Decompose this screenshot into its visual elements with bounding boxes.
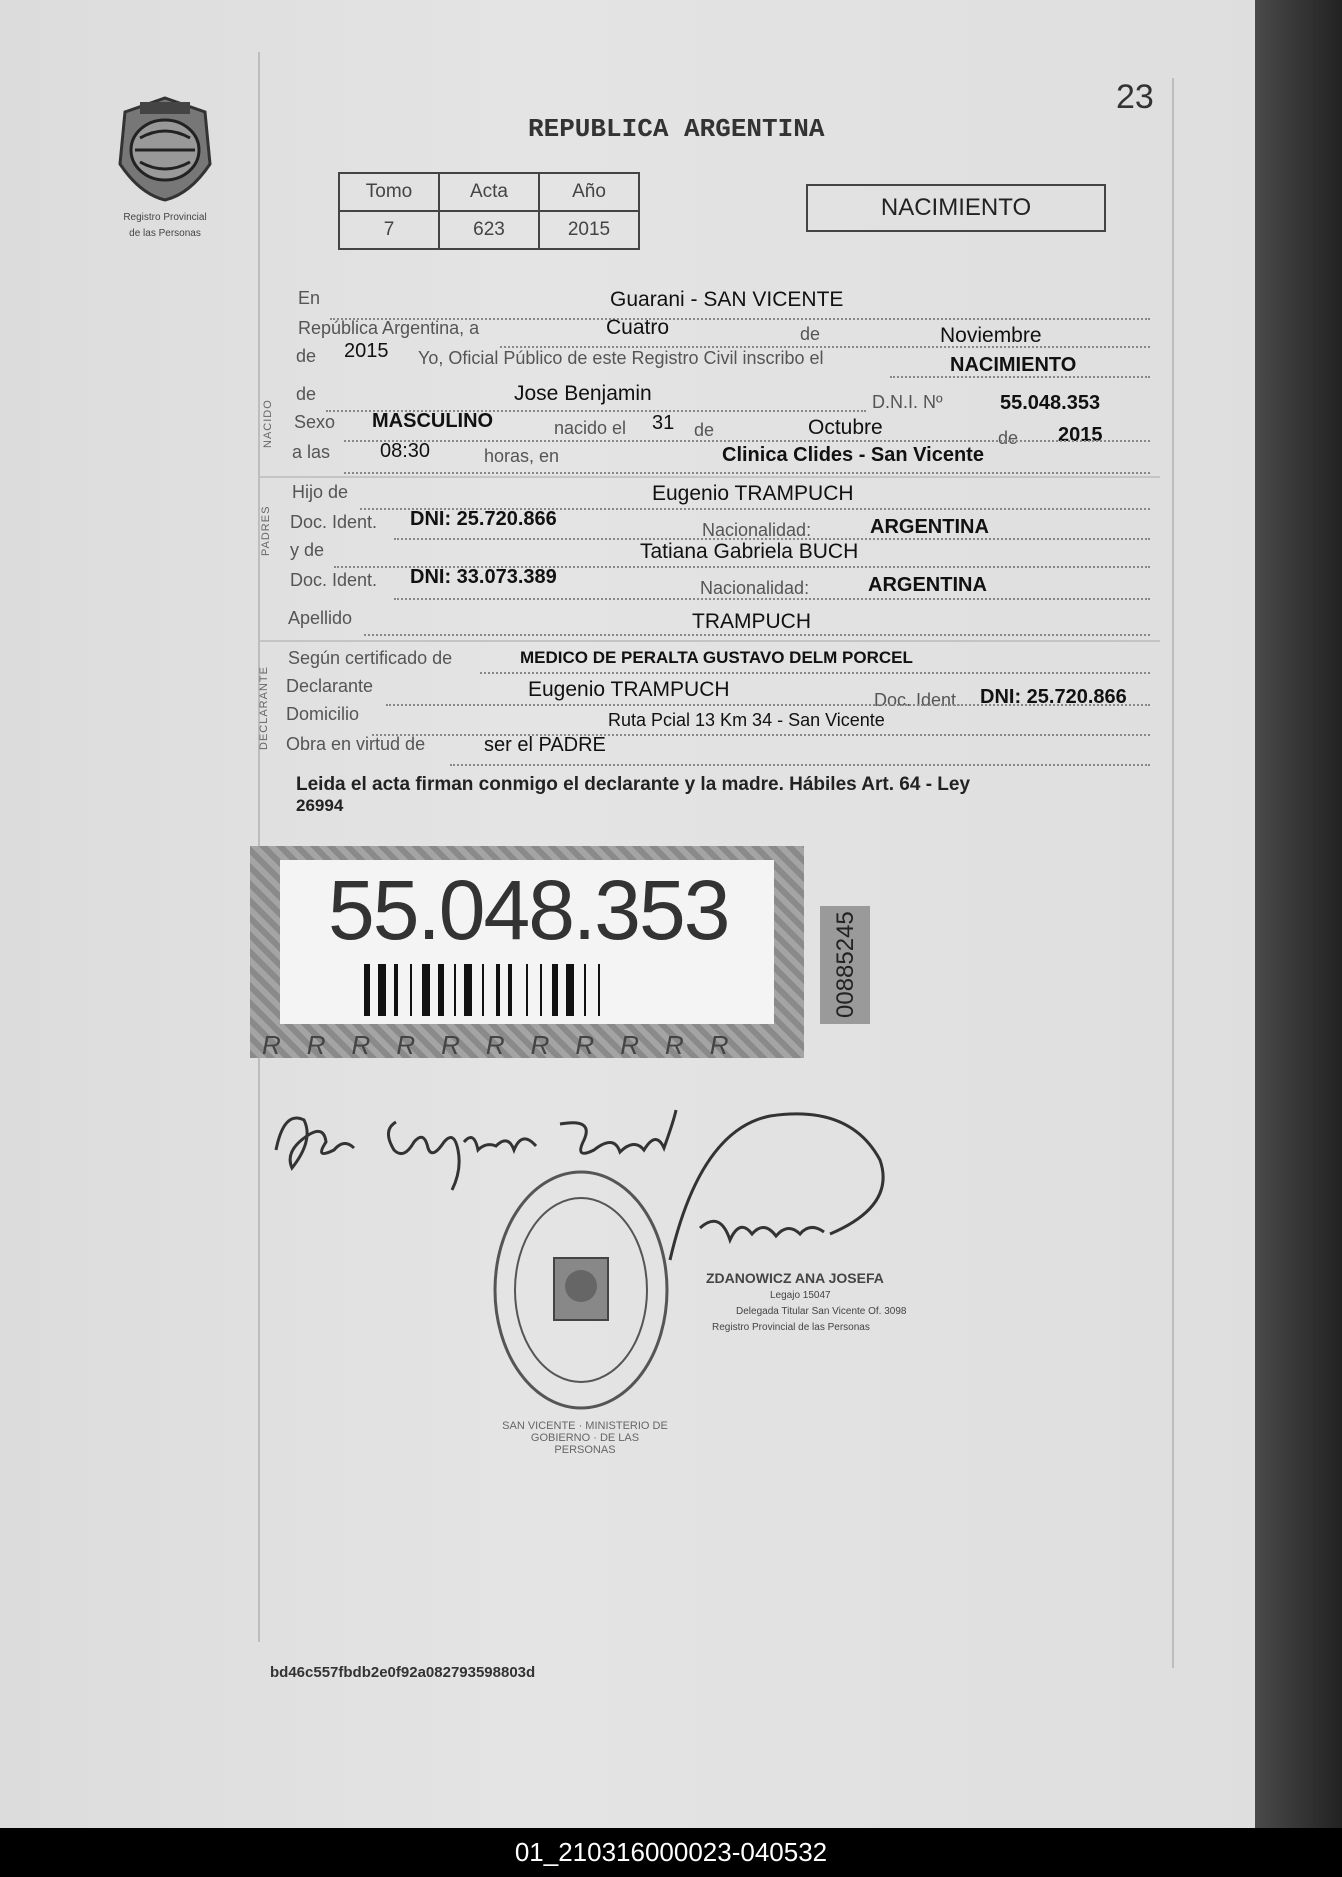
- value-anio: 2015: [344, 340, 389, 362]
- label-nacionalidad: Nacionalidad:: [702, 520, 812, 540]
- value-nombre: Jose Benjamin: [514, 382, 652, 405]
- label-doc-ident-2: Doc. Ident.: [290, 570, 378, 590]
- label-doc-ident: Doc. Ident.: [290, 512, 378, 532]
- dotted-line: [394, 598, 1150, 600]
- label-declarante: Declarante: [286, 676, 374, 696]
- label-de-mes: de: [694, 420, 715, 440]
- label-horas-en: horas, en: [484, 446, 560, 466]
- value-nac-anio: 2015: [1058, 424, 1103, 446]
- page-number: 23: [1116, 78, 1154, 116]
- registry-table: [338, 172, 640, 250]
- value-padre-nac: ARGENTINA: [870, 516, 989, 538]
- dotted-line: [480, 672, 1150, 674]
- sticker-band-letters: RRRRRRRRRRR: [262, 1030, 755, 1060]
- dotted-line: [344, 440, 1150, 442]
- official-line-2: Legajo 15047: [770, 1290, 831, 1301]
- registry-header-tomo: Tomo: [339, 173, 439, 211]
- label-dni: D.N.I. Nº: [872, 392, 943, 412]
- label-yo-oficial: Yo, Oficial Público de este Registro Civil inscribo el: [418, 348, 824, 368]
- barcode-bar: [540, 964, 542, 1016]
- registry-header-anio: Año: [539, 173, 639, 211]
- value-lugar-nac: Clinica Clides - San Vicente: [722, 444, 984, 466]
- dotted-line: [450, 764, 1150, 766]
- value-nac-mes: Octubre: [808, 416, 883, 439]
- barcode-bar: [482, 964, 484, 1016]
- value-padre: Eugenio TRAMPUCH: [652, 482, 854, 505]
- value-obra: ser el PADRE: [484, 734, 606, 756]
- barcode-bar: [526, 964, 528, 1016]
- official-signature: [660, 1110, 900, 1290]
- label-de: de: [800, 324, 821, 344]
- label-hijo-de: Hijo de: [292, 482, 349, 502]
- barcode-bar: [410, 964, 412, 1016]
- barcode-bar: [454, 964, 456, 1016]
- label-domicilio: Domicilio: [286, 704, 360, 724]
- barcode-bar: [378, 964, 386, 1016]
- value-padre-doc: DNI: 25.720.866: [410, 508, 557, 530]
- seal-text: SAN VICENTE · MINISTERIO DE GOBIERNO · DE LAS PERSONAS: [502, 1420, 668, 1456]
- closing-text-2: 26994: [296, 796, 344, 815]
- section-divider: [260, 476, 1160, 478]
- value-nac-dia: 31: [652, 412, 675, 434]
- sticker-barcode: [364, 964, 692, 1016]
- section-label-declarante: DECLARANTE: [258, 666, 270, 750]
- barcode-bar: [438, 964, 444, 1016]
- dotted-line: [364, 634, 1150, 636]
- section-divider: [260, 640, 1160, 642]
- label-de-nombre: de: [296, 384, 317, 404]
- official-line-3: Delegada Titular San Vicente Of. 3098: [736, 1306, 907, 1317]
- value-sexo: MASCULINO: [372, 410, 494, 432]
- value-mes: Noviembre: [940, 324, 1042, 347]
- label-de2: de: [296, 346, 317, 366]
- scan-background: [1255, 0, 1342, 1828]
- image-caption: 01_210316000023-040532: [0, 1828, 1342, 1877]
- document-hash: bd46c557fbdb2e0f92a082793598803d: [270, 1664, 536, 1681]
- label-doc-ident-3: Doc. Ident.: [874, 690, 962, 710]
- label-nacido-el: nacido el: [554, 418, 627, 438]
- label-nacionalidad-2: Nacionalidad:: [700, 578, 810, 598]
- document-title: REPUBLICA ARGENTINA: [528, 114, 825, 144]
- label-de-anio: de: [998, 428, 1019, 448]
- registry-value-tomo: 7: [339, 211, 439, 249]
- section-label-padres: PADRES: [260, 505, 272, 556]
- value-apellido: TRAMPUCH: [692, 610, 811, 633]
- registry-logo-icon: [110, 94, 220, 204]
- registry-value-anio: 2015: [539, 211, 639, 249]
- sticker-dni-number: 55.048.353: [328, 863, 729, 957]
- dotted-line: [386, 704, 1150, 706]
- value-declarante-doc: DNI: 25.720.866: [980, 686, 1127, 708]
- barcode-bar: [422, 964, 430, 1016]
- act-type-box: NACIMIENTO: [806, 184, 1106, 232]
- value-certificado: MEDICO DE PERALTA GUSTAVO DELM PORCEL: [520, 648, 913, 667]
- dni-sticker: [280, 860, 774, 1024]
- value-madre-nac: ARGENTINA: [868, 574, 987, 596]
- label-segun-certificado: Según certificado de: [288, 648, 453, 668]
- logo-caption-2: de las Personas: [129, 228, 201, 239]
- official-line-4: Registro Provincial de las Personas: [712, 1322, 870, 1333]
- official-name: ZDANOWICZ ANA JOSEFA: [706, 1270, 884, 1286]
- value-madre-doc: DNI: 33.073.389: [410, 566, 557, 588]
- barcode-bar: [566, 964, 574, 1016]
- registry-value-acta: 623: [439, 211, 539, 249]
- registry-header-acta: Acta: [439, 173, 539, 211]
- barcode-bar: [508, 964, 512, 1016]
- barcode-bar: [552, 964, 558, 1016]
- closing-text-1: Leida el acta firman conmigo el declarante y la madre. Hábiles Art. 64 - Ley: [296, 774, 971, 795]
- value-declarante: Eugenio TRAMPUCH: [528, 678, 730, 701]
- value-acto: NACIMIENTO: [950, 354, 1077, 376]
- value-madre: Tatiana Gabriela BUCH: [640, 540, 859, 563]
- logo-caption-1: Registro Provincial: [123, 212, 207, 223]
- right-margin-line: [1172, 78, 1174, 1668]
- value-hora: 08:30: [380, 440, 431, 462]
- label-republica: República Argentina, a: [298, 318, 480, 338]
- value-dni: 55.048.353: [1000, 392, 1101, 414]
- value-domicilio: Ruta Pcial 13 Km 34 - San Vicente: [608, 710, 885, 730]
- label-en: En: [298, 288, 321, 308]
- sticker-serial-number: 00885245: [832, 911, 859, 1018]
- barcode-bar: [364, 964, 370, 1016]
- barcode-bar: [584, 964, 586, 1016]
- label-y-de: y de: [290, 540, 325, 560]
- barcode-bar: [598, 964, 600, 1016]
- value-lugar: Guarani - SAN VICENTE: [610, 288, 844, 311]
- label-obra: Obra en virtud de: [286, 734, 426, 754]
- barcode-bar: [464, 964, 472, 1016]
- official-seal: [486, 1160, 676, 1420]
- section-label-nacido: NACIDO: [262, 399, 274, 448]
- label-a-las: a las: [292, 442, 331, 462]
- dotted-line: [344, 472, 1150, 474]
- value-dia: Cuatro: [606, 316, 670, 339]
- label-sexo: Sexo: [294, 412, 336, 432]
- barcode-bar: [496, 964, 500, 1016]
- label-apellido: Apellido: [288, 608, 353, 628]
- barcode-bar: [394, 964, 398, 1016]
